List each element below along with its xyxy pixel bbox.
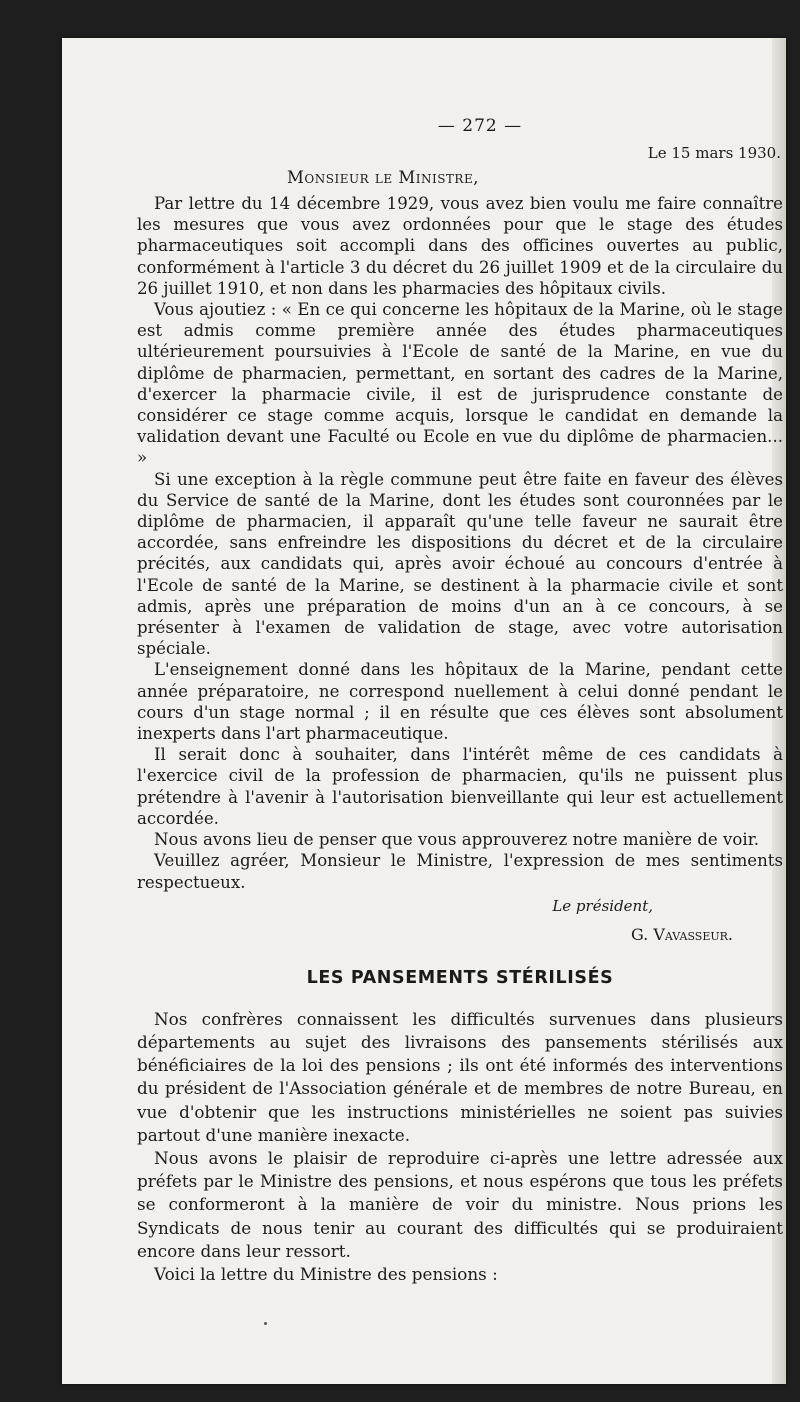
- letter-body: [137, 193, 783, 893]
- signatory-role: Le président,: [552, 896, 653, 915]
- letter-paragraph: Vous ajoutiez : « En ce qui concerne les hôpitaux de la Marine, où le stage est admis comme première année des études pharmaceutiques ultérieurement poursuivies à l'Ecole de santé de la Marine, en vue du diplôme de pharmacien, permettant, en sortant des cadres de la Marine, d'exercer la pharmacie civile, il est de jurisprudence constante de considérer ce stage comme acquis, lorsque le candidat en demande la validation devant une Faculté ou Ecole en vue du diplôme de pharmacien... »: [137, 300, 783, 468]
- letter-paragraph: L'enseignement donné dans les hôpitaux de la Marine, pendant cette année préparatoire, ne correspond nuellement à celui donné pendant le cours d'un stage normal ; il en résulte que ces élèves sont absolument inexperts dans l'art pharmaceutique.: [137, 660, 783, 744]
- letter-salutation: Monsieur le Ministre,: [287, 168, 479, 187]
- letter-paragraph: Nous avons lieu de penser que vous approuverez notre manière de voir.: [154, 830, 760, 850]
- signatory-name: G. Vavasseur.: [630, 924, 733, 944]
- page-speck: [264, 1322, 267, 1325]
- section-paragraph: Nous avons le plaisir de reproduire ci-après une lettre adressée aux préfets par le Ministre des pensions, et nous espérons que tous les préfets se conformeront à la manière de voir du ministre. Nous prions les Syndicats de nous tenir au courant des difficultés qui se produiraient encore dans leur ressort.: [137, 1147, 783, 1261]
- letter-paragraph: Si une exception à la règle commune peut être faite en faveur des élèves du Service de santé de la Marine, dont les études sont couronnées par le diplôme de pharmacien, il apparaît qu'une telle faveur ne saurait être accordée, sans enfreindre les dispositions du décret et de la circulaire précités, aux candidats qui, après avoir échoué au concours d'entrée à l'Ecole de santé de la Marine, se destinent à la pharmacie civile et sont admis, après une préparation de moins d'un an à ce concours, à se présenter à l'examen de validation de stage, avec votre autorisation spéciale.: [137, 469, 783, 659]
- letter-date: Le 15 mars 1930.: [647, 144, 781, 162]
- page-number: — 272 —: [437, 116, 523, 136]
- section-paragraph: Nos confrères connaissent les difficultés survenues dans plusieurs départements au sujet des livraisons des pansements stérilisés aux bénéficiaires de la loi des pensions ; ils ont été informés des interventions du président de l'Association générale et de membres de notre Bureau, en vue d'obtenir que les instructions ministérielles ne soient pas suivies partout d'une manière inexacte.: [137, 1008, 783, 1145]
- letter-paragraph: Par lettre du 14 décembre 1929, vous avez bien voulu me faire connaître les mesures que vous avez ordonnées pour que le stage des études pharmaceutiques soit accompli dans des officines ouvertes au public, conformément à l'article 3 du décret du 26 juillet 1909 et de la circulaire du 26 juillet 1910, et non dans les pharmacies des hôpitaux civils.: [137, 194, 783, 298]
- letter-paragraph: Veuillez agréer, Monsieur le Ministre, l'expression de mes sentiments respectueux.: [137, 851, 783, 892]
- page-content: [137, 116, 783, 1286]
- section-body: [137, 1008, 783, 1286]
- section-title: LES PANSEMENTS STÉRILISÉS: [306, 967, 614, 988]
- letter-signoff: [137, 897, 783, 944]
- section-paragraph: Voici la lettre du Ministre des pensions :: [154, 1263, 498, 1284]
- letter-paragraph: Il serait donc à souhaiter, dans l'intérêt même de ces candidats à l'exercice civil de la profession de pharmacien, qu'ils ne puissent plus prétendre à l'avenir à l'autorisation bienveillante qui leur est actuellement accordée.: [137, 745, 783, 828]
